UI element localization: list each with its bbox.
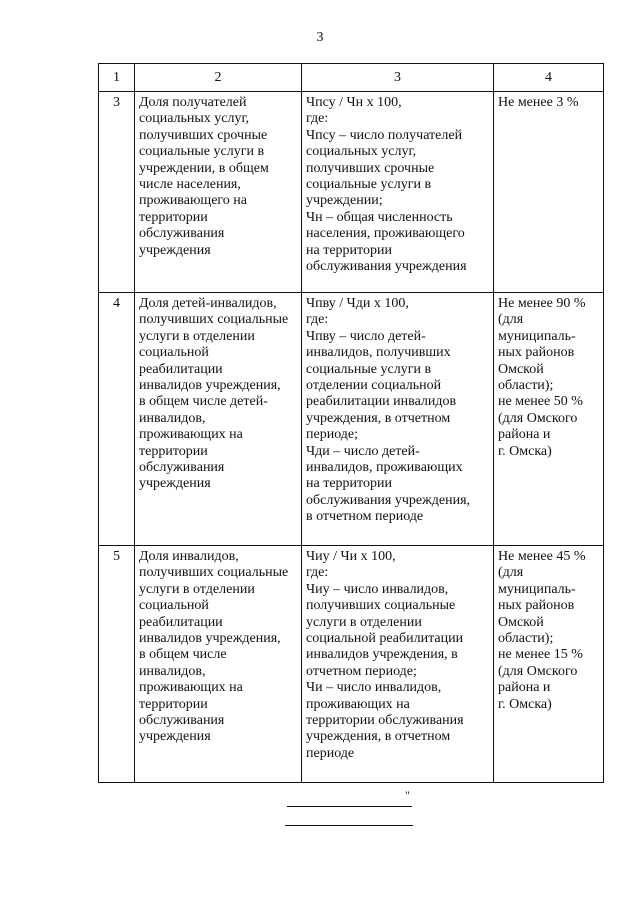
formula-line: Чн – общая численность <box>306 209 453 225</box>
formula-line: инвалидов учреждения, в <box>306 647 458 663</box>
formula-line: Чпву – число детей- <box>306 328 426 344</box>
table-row <box>99 92 604 293</box>
formula-line: на территории <box>306 242 392 258</box>
formula-line: Чи – число инвалидов, <box>306 680 442 696</box>
formula-line: Чиу / Чи х 100, <box>306 549 396 564</box>
formula-line: социальные услуги в <box>306 177 432 193</box>
target-value-cell <box>494 546 604 783</box>
formula-line: социальных услуг, <box>306 144 417 160</box>
indicator-line: получивших социальные <box>139 312 289 328</box>
target-line: Омской <box>498 361 544 377</box>
formula-line: обслуживания учреждения, <box>306 492 471 508</box>
indicator-cell <box>135 293 302 546</box>
indicator-line: проживающего на <box>139 193 248 209</box>
formula-line: обслуживания учреждения <box>306 259 467 275</box>
row-number-cell: 4 <box>99 293 135 546</box>
indicator-line: получивших социальные <box>139 565 289 581</box>
formula-cell <box>302 546 494 783</box>
target-line: области); <box>498 378 554 394</box>
column-number-2: 2 <box>135 64 302 92</box>
closing-rule-lower <box>285 825 413 826</box>
indicator-line: Доля детей-инвалидов, <box>139 296 277 311</box>
target-line: (для <box>498 312 524 328</box>
target-line: (для Омского <box>498 663 578 679</box>
target-line: Не менее 45 % <box>498 549 586 564</box>
indicator-line: реабилитации <box>139 614 223 630</box>
target-line: муниципаль- <box>498 581 576 597</box>
indicator-line: обслуживания <box>139 226 225 242</box>
indicator-line: социальные услуги в <box>139 144 265 160</box>
target-value-cell <box>494 92 604 293</box>
target-line: Не менее 90 % <box>498 296 586 311</box>
indicator-line: инвалидов, <box>139 663 206 679</box>
indicator-line: территории <box>139 209 208 225</box>
column-number-4: 4 <box>494 64 604 92</box>
row-number-cell: 5 <box>99 546 135 783</box>
indicator-line: учреждения <box>139 242 211 258</box>
target-line: ных районов <box>498 598 575 614</box>
formula-line: получивших социальные <box>306 598 456 614</box>
formula-line: периоде <box>306 745 355 761</box>
target-line: г. Омска) <box>498 696 552 712</box>
formula-cell <box>302 92 494 293</box>
formula-line: Чиу – число инвалидов, <box>306 581 449 597</box>
formula-line: где: <box>306 111 329 127</box>
indicator-line: социальных услуг, <box>139 111 250 127</box>
indicator-line: учреждении, в общем <box>139 160 269 176</box>
formula-line: учреждении; <box>306 193 383 209</box>
indicator-line: Доля получателей <box>139 95 247 110</box>
formula-line: территории обслуживания <box>306 713 464 729</box>
formula-line: учреждения, в отчетном <box>306 410 451 426</box>
table-header-row <box>99 64 604 92</box>
indicators-table <box>98 63 604 783</box>
target-line: не менее 15 % <box>498 647 583 663</box>
page-number: 3 <box>316 30 324 45</box>
formula-line: отделении социальной <box>306 378 442 394</box>
indicator-line: территории <box>139 443 208 459</box>
indicator-line: услуги в отделении <box>139 328 255 344</box>
indicator-line: числе населения, <box>139 177 241 193</box>
target-line: не менее 50 % <box>498 394 583 410</box>
indicator-line: инвалидов учреждения, <box>139 631 281 647</box>
formula-line: Чди – число детей- <box>306 443 420 459</box>
formula-line: социальные услуги в <box>306 361 432 377</box>
indicator-line: в общем числе <box>139 647 227 663</box>
target-line: района и <box>498 427 551 443</box>
formula-line: населения, проживающего <box>306 226 465 242</box>
formula-line: где: <box>306 565 329 581</box>
formula-cell <box>302 293 494 546</box>
formula-line: в отчетном периоде <box>306 509 424 525</box>
indicator-line: услуги в отделении <box>139 581 255 597</box>
indicator-line: территории <box>139 696 208 712</box>
formula-line: социальной реабилитации <box>306 631 464 647</box>
formula-line: Чпву / Чди х 100, <box>306 296 409 311</box>
row-number-cell: 3 <box>99 92 135 293</box>
indicator-cell <box>135 546 302 783</box>
formula-line: услуги в отделении <box>306 614 422 630</box>
indicator-line: Доля инвалидов, <box>139 549 239 564</box>
target-line: г. Омска) <box>498 443 552 459</box>
target-line: муниципаль- <box>498 328 576 344</box>
target-line: Омской <box>498 614 544 630</box>
formula-line: на территории <box>306 476 392 492</box>
closing-quote-mark: " <box>405 788 410 802</box>
indicator-line: обслуживания <box>139 460 225 476</box>
column-number-1: 1 <box>99 64 135 92</box>
indicator-line: социальной <box>139 345 209 361</box>
indicator-line: реабилитации <box>139 361 223 377</box>
formula-line: инвалидов, проживающих <box>306 460 463 476</box>
indicator-line: обслуживания <box>139 713 225 729</box>
table-row <box>99 293 604 546</box>
column-number-3: 3 <box>302 64 494 92</box>
target-line: района и <box>498 680 551 696</box>
formula-line: реабилитации инвалидов <box>306 394 457 410</box>
indicator-line: учреждения <box>139 729 211 745</box>
target-line: Не менее 3 % <box>498 95 579 110</box>
target-line: ных районов <box>498 345 575 361</box>
formula-line: учреждения, в отчетном <box>306 729 451 745</box>
formula-line: отчетном периоде; <box>306 663 417 679</box>
indicator-cell <box>135 92 302 293</box>
indicator-line: проживающих на <box>139 680 243 696</box>
formula-line: периоде; <box>306 427 359 443</box>
formula-line: инвалидов, получивших <box>306 345 451 361</box>
indicator-line: учреждения <box>139 476 211 492</box>
indicator-line: проживающих на <box>139 427 243 443</box>
target-line: (для <box>498 565 524 581</box>
target-line: области); <box>498 631 554 647</box>
target-line: (для Омского <box>498 410 578 426</box>
formula-line: Чпсу – число получателей <box>306 127 463 143</box>
indicator-line: инвалидов учреждения, <box>139 378 281 394</box>
indicator-line: получивших срочные <box>139 127 268 143</box>
indicator-line: инвалидов, <box>139 410 206 426</box>
formula-line: где: <box>306 312 329 328</box>
formula-line: проживающих на <box>306 696 410 712</box>
indicator-line: социальной <box>139 598 209 614</box>
closing-rule-upper <box>287 806 412 807</box>
formula-line: получивших срочные <box>306 160 435 176</box>
target-value-cell <box>494 293 604 546</box>
table-row <box>99 546 604 783</box>
indicator-line: в общем числе детей- <box>139 394 268 410</box>
formula-line: Чпсу / Чн х 100, <box>306 95 402 110</box>
